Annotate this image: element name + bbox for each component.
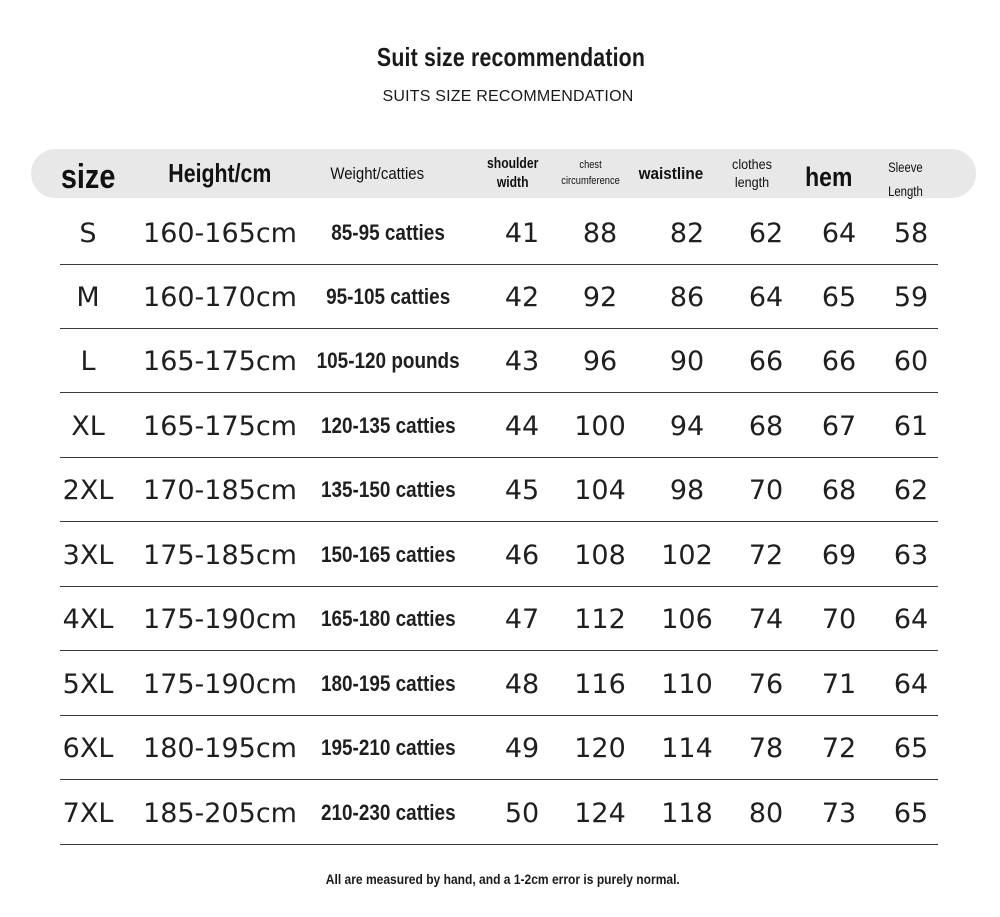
height-cell: 180-195cm xyxy=(143,732,297,764)
weight-cell: 105-120 pounds xyxy=(316,348,460,373)
waist-cell: 106 xyxy=(661,603,713,635)
length-cell: 80 xyxy=(748,797,784,829)
table-row xyxy=(60,458,938,522)
hem-cell: 65 xyxy=(821,281,857,313)
shoulder-cell: 47 xyxy=(504,603,540,635)
header-waistline-label: waistline xyxy=(638,163,704,183)
size-cell: L xyxy=(80,345,96,377)
waist-cell: 102 xyxy=(661,539,713,571)
header-size-label: size xyxy=(60,158,116,197)
sleeve-cell: 64 xyxy=(893,668,929,700)
table-row xyxy=(60,652,938,716)
size-cell: 7XL xyxy=(62,797,114,829)
hem-cell: 72 xyxy=(821,732,857,764)
chest-cell: 124 xyxy=(574,797,626,829)
header-hem-label: hem xyxy=(805,161,853,192)
header-size xyxy=(31,149,145,198)
sleeve-cell: 63 xyxy=(893,539,929,571)
header-shoulder-line1: shoulder xyxy=(487,154,539,172)
weight-cell: 150-165 catties xyxy=(320,542,456,567)
length-cell: 72 xyxy=(748,539,784,571)
waist-cell: 110 xyxy=(661,668,713,700)
header-chest-line1: chest xyxy=(579,158,603,171)
sleeve-cell: 65 xyxy=(893,732,929,764)
length-cell: 76 xyxy=(748,668,784,700)
header-chest xyxy=(552,149,630,198)
shoulder-cell: 45 xyxy=(504,474,540,506)
height-cell: 160-165cm xyxy=(143,217,297,249)
hem-cell: 68 xyxy=(821,474,857,506)
chest-cell: 92 xyxy=(582,281,618,313)
size-cell: S xyxy=(79,217,97,249)
shoulder-cell: 46 xyxy=(504,539,540,571)
shoulder-cell: 50 xyxy=(504,797,540,829)
length-cell: 64 xyxy=(748,281,784,313)
header-weight-label: Weight/catties xyxy=(330,163,425,183)
shoulder-cell: 48 xyxy=(504,668,540,700)
header-hem xyxy=(797,149,861,198)
footnote-text: All are measured by hand, and a 1-2cm error is purely normal. xyxy=(326,871,680,887)
hem-cell: 73 xyxy=(821,797,857,829)
height-cell: 175-190cm xyxy=(143,668,297,700)
header-chest-line2: circumference xyxy=(561,174,621,187)
waist-cell: 86 xyxy=(669,281,705,313)
chest-cell: 116 xyxy=(574,668,626,700)
height-cell: 165-175cm xyxy=(143,345,297,377)
page-subtitle: SUITS SIZE RECOMMENDATION xyxy=(382,88,634,105)
length-cell: 68 xyxy=(748,410,784,442)
waist-cell: 98 xyxy=(669,474,705,506)
chest-cell: 104 xyxy=(574,474,626,506)
chest-cell: 112 xyxy=(574,603,626,635)
chest-cell: 96 xyxy=(582,345,618,377)
sleeve-cell: 64 xyxy=(893,603,929,635)
chest-cell: 100 xyxy=(574,410,626,442)
shoulder-cell: 43 xyxy=(504,345,540,377)
waist-cell: 94 xyxy=(669,410,705,442)
weight-cell: 180-195 catties xyxy=(320,671,456,696)
measurement-footnote xyxy=(0,871,1000,887)
table-row xyxy=(60,265,938,329)
hem-cell: 67 xyxy=(821,410,857,442)
header-clothes-length-label: clothes length xyxy=(732,156,772,190)
height-cell: 165-175cm xyxy=(143,410,297,442)
hem-cell: 69 xyxy=(821,539,857,571)
sleeve-cell: 60 xyxy=(893,345,929,377)
length-cell: 74 xyxy=(748,603,784,635)
header-sleeve-line2: Length xyxy=(887,182,923,199)
length-cell: 62 xyxy=(748,217,784,249)
height-cell: 175-190cm xyxy=(143,603,297,635)
size-cell: 4XL xyxy=(62,603,114,635)
weight-cell: 195-210 catties xyxy=(320,735,456,760)
weight-cell: 210-230 catties xyxy=(320,800,456,825)
shoulder-cell: 49 xyxy=(504,732,540,764)
sleeve-cell: 59 xyxy=(893,281,929,313)
header-shoulder-line2: width xyxy=(497,173,529,191)
weight-cell: 85-95 catties xyxy=(331,220,445,245)
waist-cell: 114 xyxy=(661,732,713,764)
header-sleeve xyxy=(870,149,940,198)
table-row xyxy=(60,523,938,587)
weight-cell: 95-105 catties xyxy=(325,284,451,309)
height-cell: 160-170cm xyxy=(143,281,297,313)
table-row xyxy=(60,587,938,651)
weight-cell: 120-135 catties xyxy=(320,413,456,438)
table-row xyxy=(60,716,938,780)
size-cell: 6XL xyxy=(62,732,114,764)
height-cell: 175-185cm xyxy=(143,539,297,571)
height-cell: 170-185cm xyxy=(143,474,297,506)
header-height-label: Height/cm xyxy=(168,158,272,189)
sleeve-cell: 58 xyxy=(893,217,929,249)
header-clothes-length xyxy=(711,149,793,198)
weight-cell: 165-180 catties xyxy=(320,606,456,631)
header-waistline xyxy=(631,149,711,198)
waist-cell: 82 xyxy=(669,217,705,249)
table-row xyxy=(60,329,938,393)
table-row xyxy=(60,781,938,845)
hem-cell: 71 xyxy=(821,668,857,700)
waist-cell: 90 xyxy=(669,345,705,377)
header-height xyxy=(145,149,295,198)
sleeve-cell: 62 xyxy=(893,474,929,506)
shoulder-cell: 41 xyxy=(504,217,540,249)
hem-cell: 64 xyxy=(821,217,857,249)
weight-cell: 135-150 catties xyxy=(320,477,456,502)
chest-cell: 120 xyxy=(574,732,626,764)
size-cell: XL xyxy=(71,410,105,442)
waist-cell: 118 xyxy=(661,797,713,829)
chest-cell: 88 xyxy=(582,217,618,249)
header-sleeve-line1: Sleeve xyxy=(887,159,923,175)
size-cell: M xyxy=(76,281,100,313)
size-cell: 2XL xyxy=(62,474,114,506)
header-shoulder xyxy=(474,149,552,198)
hem-cell: 70 xyxy=(821,603,857,635)
shoulder-cell: 42 xyxy=(504,281,540,313)
length-cell: 66 xyxy=(748,345,784,377)
chest-cell: 108 xyxy=(574,539,626,571)
length-cell: 78 xyxy=(748,732,784,764)
table-row xyxy=(60,394,938,458)
page-title: Suit size recommendation xyxy=(376,42,646,72)
table-row xyxy=(60,201,938,265)
length-cell: 70 xyxy=(748,474,784,506)
height-cell: 185-205cm xyxy=(143,797,297,829)
sleeve-cell: 65 xyxy=(893,797,929,829)
size-cell: 5XL xyxy=(62,668,114,700)
sleeve-cell: 61 xyxy=(893,410,929,442)
shoulder-cell: 44 xyxy=(504,410,540,442)
hem-cell: 66 xyxy=(821,345,857,377)
header-weight xyxy=(305,149,450,198)
size-cell: 3XL xyxy=(62,539,114,571)
